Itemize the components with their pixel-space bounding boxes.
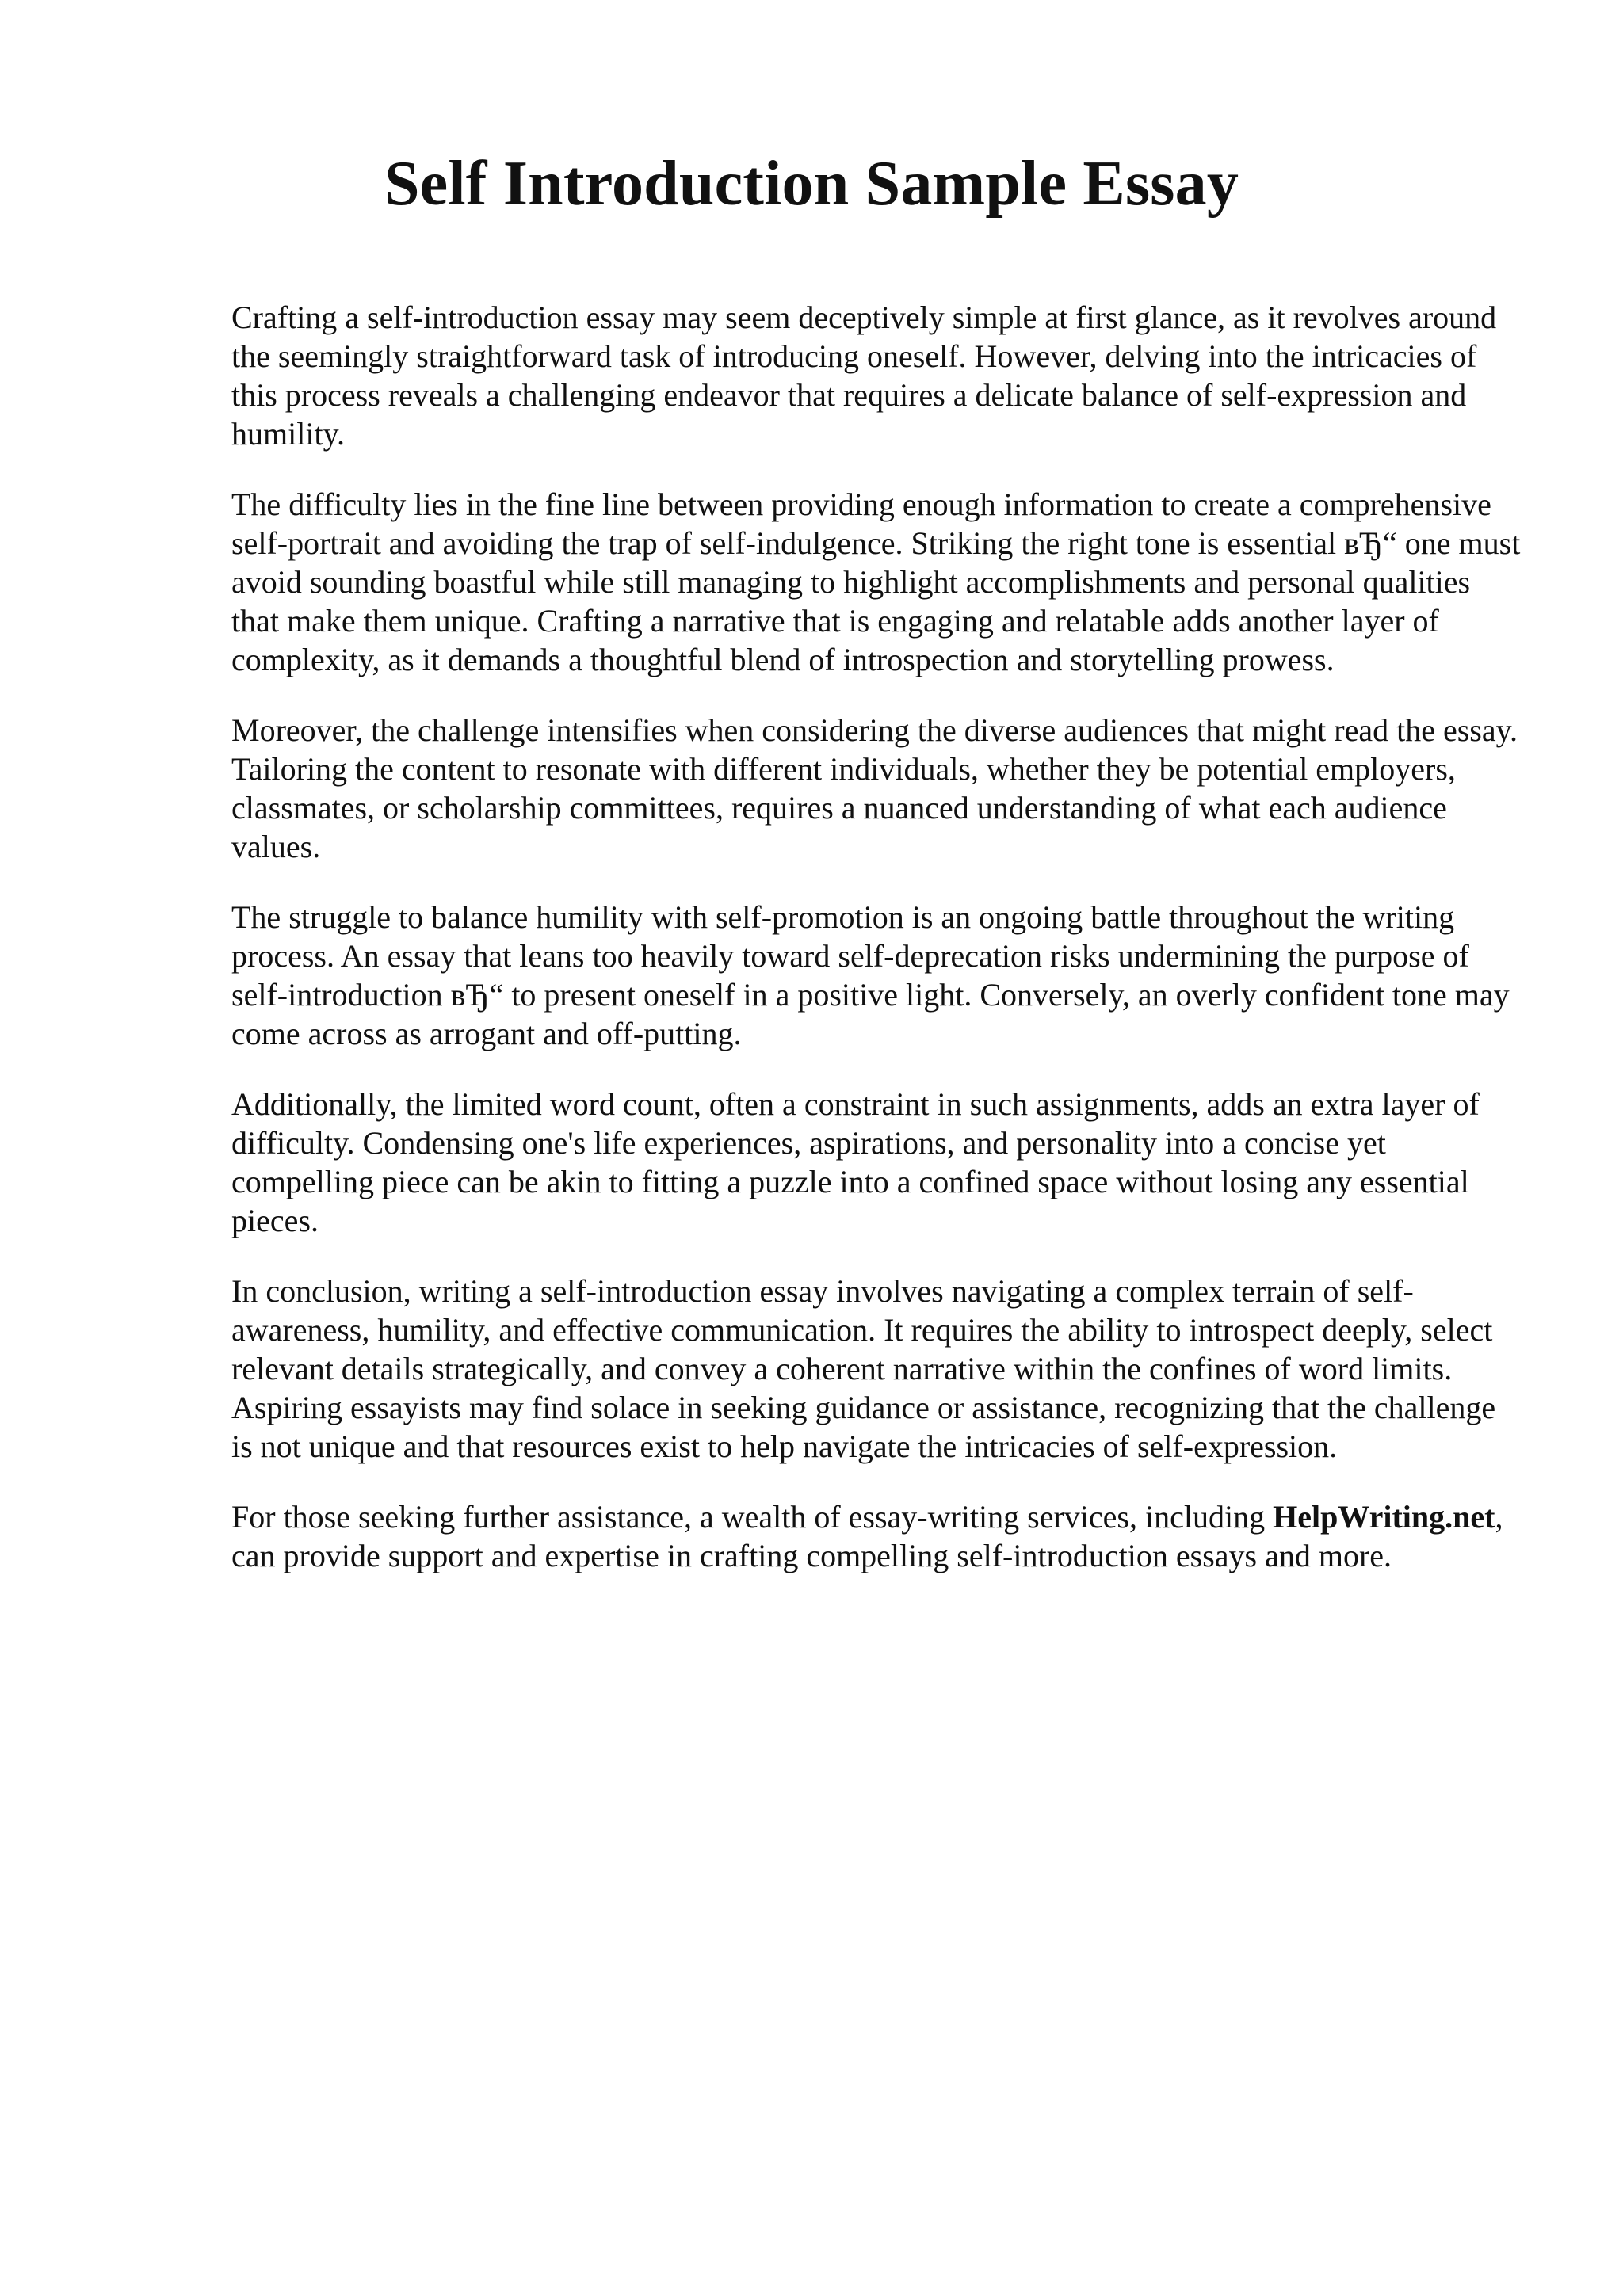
paragraph-3: Moreover, the challenge intensifies when considering the diverse audiences that might read the essay. Tailoring the content to resonate with different individuals, whether they be potential employers, classmates, or scholarship committees, requires a nuanced understanding of what each audience values. — [231, 712, 1518, 864]
paragraph-4: The struggle to balance humility with self-promotion is an ongoing battle throughout the writing process. An essay that leans too heavily toward self-deprecation risks undermining the purpose of self-introduction вЂ“ to present oneself in a positive light. Conversely, an overly confident tone may come across as arrogant and off-putting. — [231, 899, 1510, 1051]
paragraph-1: Crafting a self-introduction essay may seem deceptively simple at first glance, as it revolves around the seemingly straightforward task of introducing oneself. However, delving into the intricacies of this process reveals a challenging endeavor that requires a delicate balance of self-expression and humility. — [231, 299, 1497, 452]
paragraph-5: Additionally, the limited word count, often a constraint in such assignments, adds an extra layer of difficulty. Condensing one's life experiences, aspirations, and personality into a concise yet compelling piece can be akin to fitting a puzzle into a confined space without losing any essential pieces. — [231, 1086, 1480, 1238]
closing-tail-text: , can provide support and expertise in crafting compelling self-introduction essays and more. — [231, 1499, 1503, 1573]
essay-title: Self Introduction Sample Essay — [384, 149, 1239, 219]
closing-paragraph — [231, 1497, 1523, 1575]
paragraph-6: In conclusion, writing a self-introduction essay involves navigating a complex terrain of self-awareness, humility, and effective communication. It requires the ability to introspect deeply, select relevant details strategically, and convey a coherent narrative within the confines of word limits. Aspiring essayists may find solace in seeking guidance or assistance, recognizing that the challenge is not unique and that resources exist to help navigate the intricacies of self-expression. — [231, 1273, 1496, 1464]
closing-lead-text: For those seeking further assistance, a wealth of essay-writing services, including — [231, 1499, 1274, 1535]
brand-name: HelpWriting.net — [1273, 1499, 1495, 1535]
essay-body — [231, 298, 1523, 1607]
paragraph-2: The difficulty lies in the fine line between providing enough information to create a comprehensive self-portrait and avoiding the trap of self-indulgence. Striking the right tone is essential вЂ“ one must avoid sounding boastful while still managing to highlight accomplishments and personal qualities that make them unique. Crafting a narrative that is engaging and relatable adds another layer of complexity, as it demands a thoughtful blend of introspection and storytelling prowess. — [231, 486, 1521, 677]
